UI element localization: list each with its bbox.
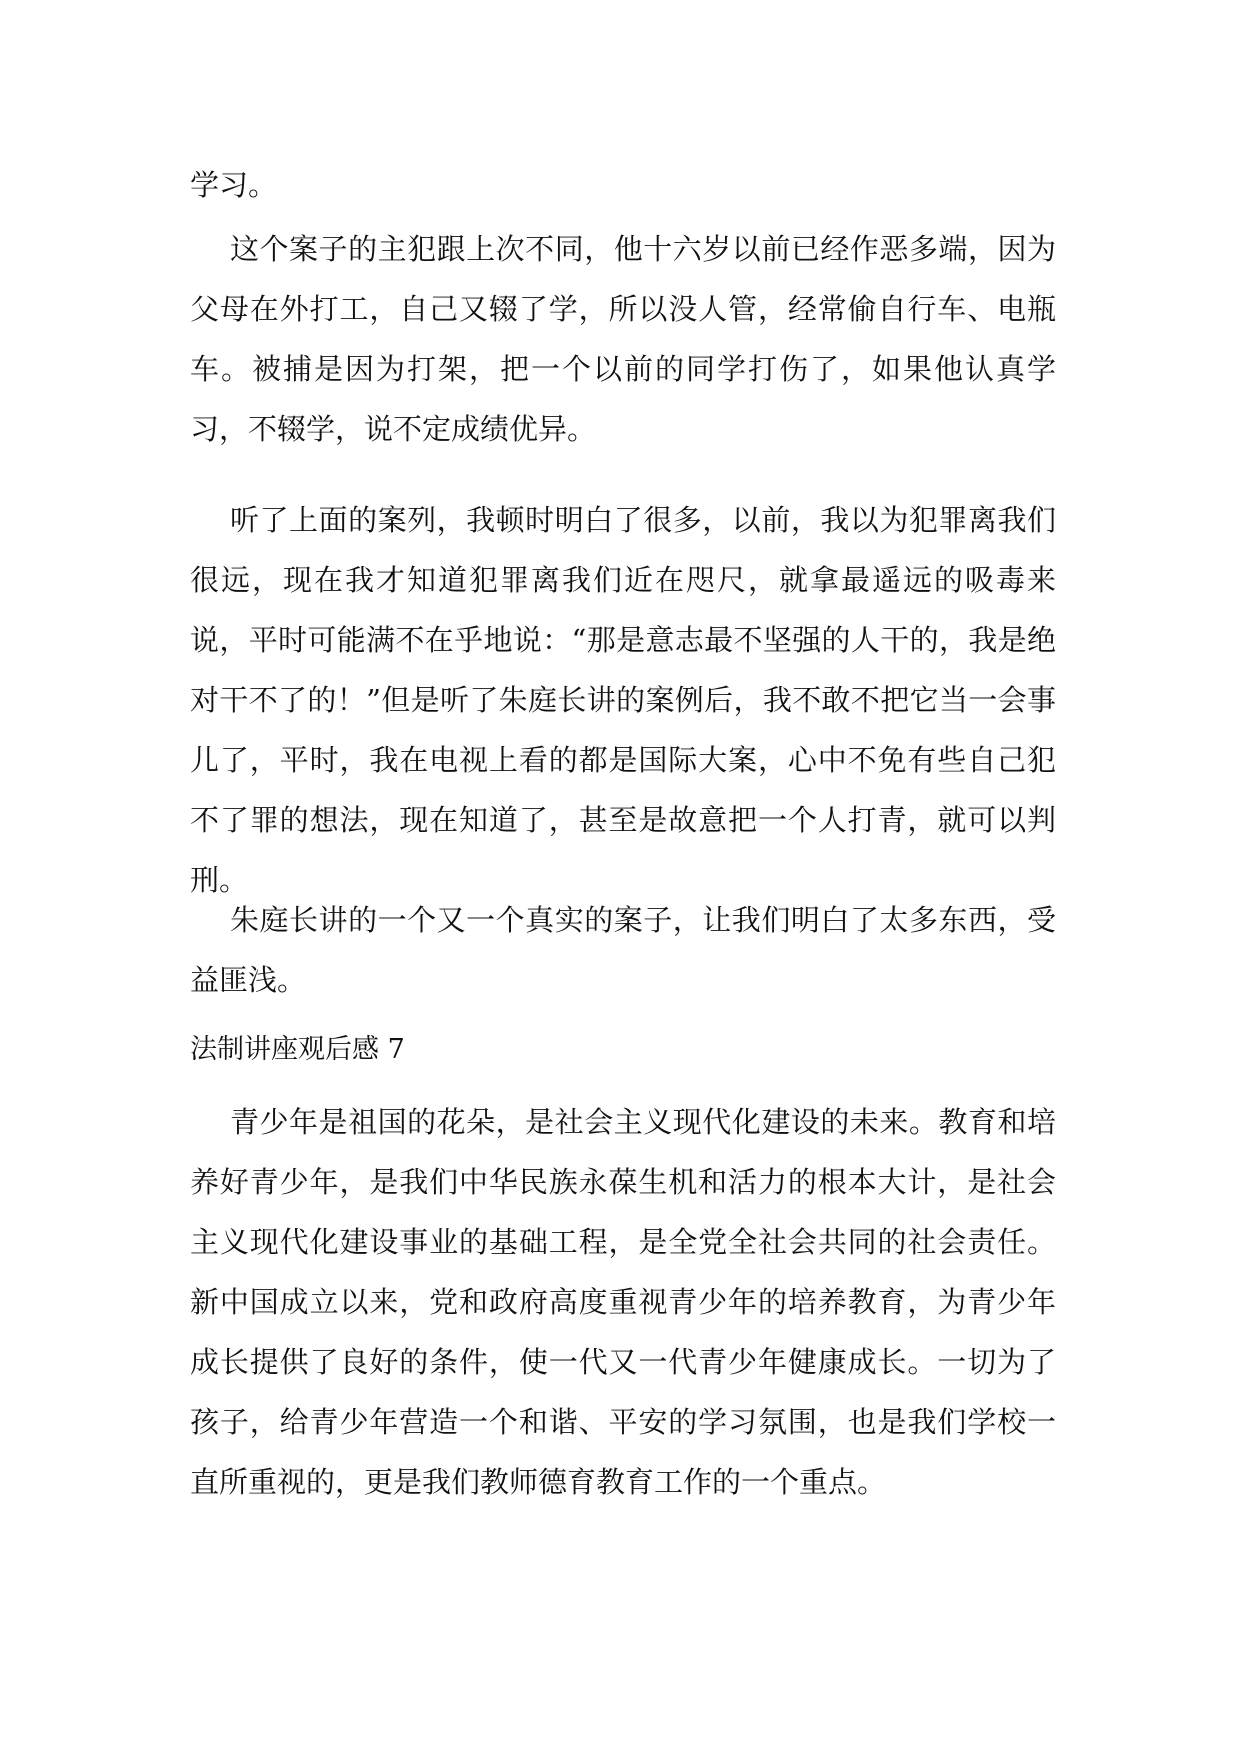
section-heading: 法制讲座观后感 7: [190, 1034, 405, 1065]
paragraph-youth-education: 青少年是祖国的花朵，是社会主义现代化建设的未来。教育和培养好青少年，是我们中华民族永葆生机和活力的根本大计，是社会主义现代化建设事业的基础工程，是全党全社会共同的社会责任。新中国成立以来，党和政府高度重视青少年的培养教育，为青少年成长提供了良好的条件，使一代又一代青少年健康成长。一切为了孩子，给青少年营造一个和谐、平安的学习氛围，也是我们学校一直所重视的，更是我们教师德育教育工作的一个重点。: [190, 1105, 1056, 1499]
paragraph-continuation: 学习。: [190, 168, 278, 202]
paragraph-case-description: 这个案子的主犯跟上次不同，他十六岁以前已经作恶多端，因为父母在外打工，自己又辍了学，所以没人管，经常偷自行车、电瓶车。被捕是因为打架，把一个以前的同学打伤了，如果他认真学习，不辍学，说不定成绩优异。: [190, 232, 1056, 446]
paragraph-conclusion: 朱庭长讲的一个又一个真实的案子，让我们明白了太多东西，受益匪浅。: [190, 903, 1056, 997]
paragraph-reflection: 听了上面的案列，我顿时明白了很多，以前，我以为犯罪离我们很远，现在我才知道犯罪离我们近在咫尺，就拿最遥远的吸毒来说，平时可能满不在乎地说：“那是意志最不坚强的人干的，我是绝对干不了的！”但是听了朱庭长讲的案例后，我不敢不把它当一会事儿了，平时，我在电视上看的都是国际大案，心中不免有些自己犯不了罪的想法，现在知道了，甚至是故意把一个人打青，就可以判刑。: [190, 503, 1056, 897]
